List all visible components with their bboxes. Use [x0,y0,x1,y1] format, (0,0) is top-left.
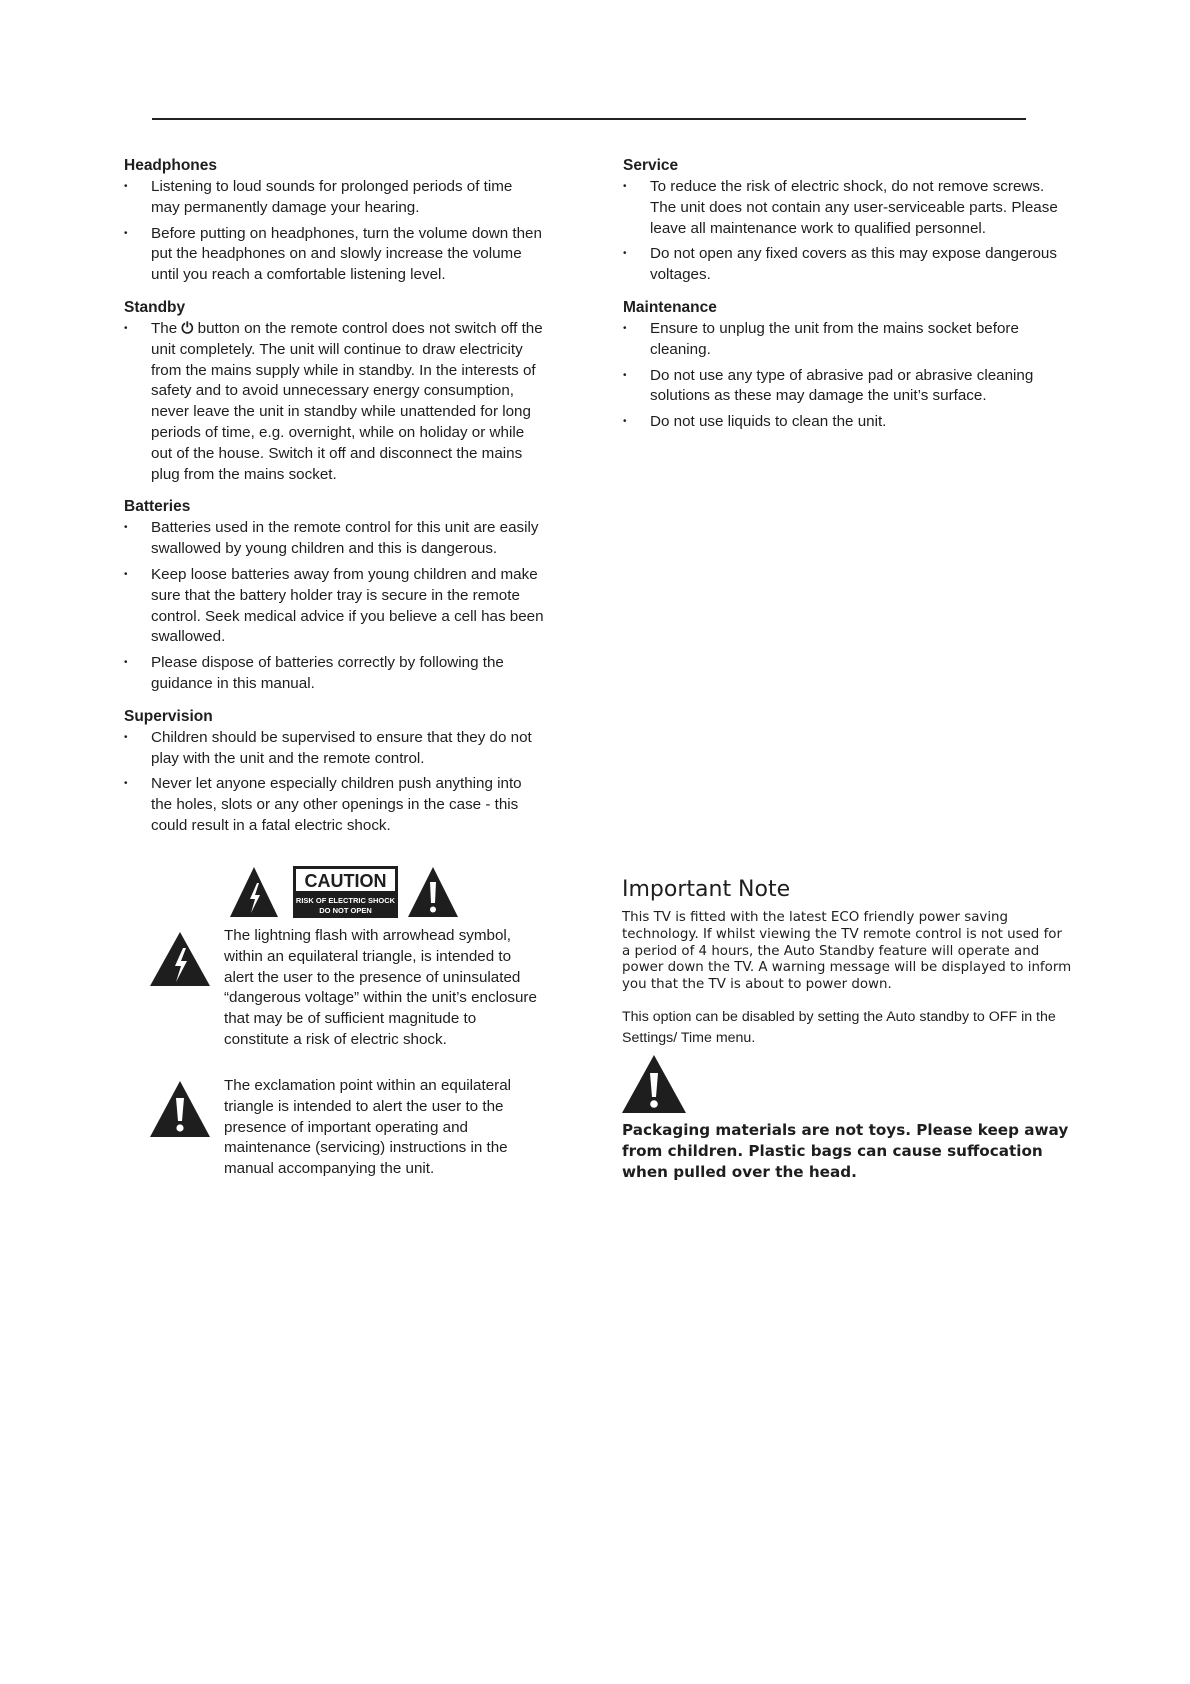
headphones-section [124,156,544,286]
maintenance-section [623,298,1073,433]
lightning-explanation-text: The lightning flash with arrowhead symbol, within an equilateral triangle, is intended to alert the user to the presence of uninsulated “dangerous voltage” within the unit’s enclosure that may be of sufficient magnitude to constitute a risk of electric shock. [224,927,537,1048]
caution-line1: RISK OF ELECTRIC SHOCK [295,896,396,905]
list-item: • Ensure to unplug the unit from the mains socket before cleaning. [623,319,1073,361]
supervision-heading: Supervision [124,707,213,725]
headphones-heading: Headphones [124,157,218,174]
list-item: • Listening to loud sounds for prolonged periods of time may permanently damage your hearing. [124,177,544,219]
packaging-warning: Packaging materials are not toys. Please keep away from children. Plastic bags can cause suffocation when pulled over the head. [622,1121,1069,1181]
caution-line2: DO NOT OPEN [319,906,372,915]
list-item [124,319,544,485]
batteries-section [124,497,544,694]
lightning-explanation [150,926,550,1066]
important-note-title: Important Note [622,877,791,902]
top-rule [152,118,1026,120]
caution-graphic [230,866,460,918]
exclamation-triangle-icon [408,867,458,917]
exclamation-triangle-icon [150,1081,210,1137]
list-item: • To reduce the risk of electric shock, do not remove screws. The unit does not contain any user-serviceable parts. Please leave all maintenance work to qualified personnel. [623,177,1073,239]
power-icon: ⏻ [181,319,194,337]
standby-text-rest: button on the remote control does not switch off the unit completely. The unit will continue to draw electricity from the mains supply while in standby. In the interests of safety and to avoid unnecessary energy consumption, never leave the unit in standby while unattended for long periods of time, e.g. overnight, while on holiday or while out of the house. Switch it off and disconnect the mains plug from the mains socket. [151,319,543,483]
maintenance-list [623,319,1073,433]
supervision-list [124,728,544,837]
exclamation-explanation [150,1076,550,1186]
list-item: • Never let anyone especially children push anything into the holes, slots or any other openings in the case - this could result in a fatal electric shock. [124,774,544,836]
lightning-triangle-icon [150,932,210,986]
standby-text-prefix: The [151,319,178,337]
list-item: • Batteries used in the remote control for this unit are easily swallowed by young children and this is dangerous. [124,518,544,560]
right-column [623,156,1073,445]
auto-standby-paragraph: This option can be disabled by setting the Auto standby to OFF in the Settings/ Time menu. [622,1009,1056,1046]
supervision-section [124,707,544,837]
exclamation-triangle-icon [622,1055,686,1113]
standby-heading: Standby [124,298,186,316]
batteries-heading: Batteries [124,498,191,516]
list-item: • Do not open any fixed covers as this may expose dangerous voltages. [623,244,1073,286]
service-section [623,156,1073,286]
important-note-paragraph: This TV is fitted with the latest ECO friendly power saving technology. If whilst viewing the TV remote control is not used for a period of 4 hours, the Auto Standby feature will operate and power down the TV. A warning message will be displayed to inform you that the TV is about to power down. [622,910,1072,993]
list-item: • Before putting on headphones, turn the volume down then put the headphones on and slowly increase the volume until you reach a comfortable listening level. [124,224,544,286]
lightning-triangle-icon [230,867,278,917]
list-item: • Keep loose batteries away from young children and make sure that the battery holder tray is secure in the remote control. Seek medical advice if you believe a cell has been swallowed. [124,565,544,648]
headphones-list [124,177,544,286]
batteries-list [124,518,544,694]
standby-section [124,298,544,485]
list-item: • Children should be supervised to ensure that they do not play with the unit and the remote control. [124,728,544,770]
left-column [124,156,544,849]
service-heading: Service [623,157,679,174]
caution-title: CAUTION [304,871,387,891]
caution-label-row [230,866,460,918]
exclamation-explanation-text: The exclamation point within an equilateral triangle is intended to alert the user to the presence of important operating and maintenance (servicing) instructions in the manual accompanying the unit. [224,1077,512,1178]
standby-list [124,319,544,485]
caution-box [293,866,398,918]
maintenance-heading: Maintenance [623,298,717,316]
list-item: • Please dispose of batteries correctly by following the guidance in this manual. [124,653,544,695]
list-item: • Do not use any type of abrasive pad or abrasive cleaning solutions as these may damage the unit’s surface. [623,366,1073,408]
service-list [623,177,1073,286]
list-item: • Do not use liquids to clean the unit. [623,412,1073,433]
